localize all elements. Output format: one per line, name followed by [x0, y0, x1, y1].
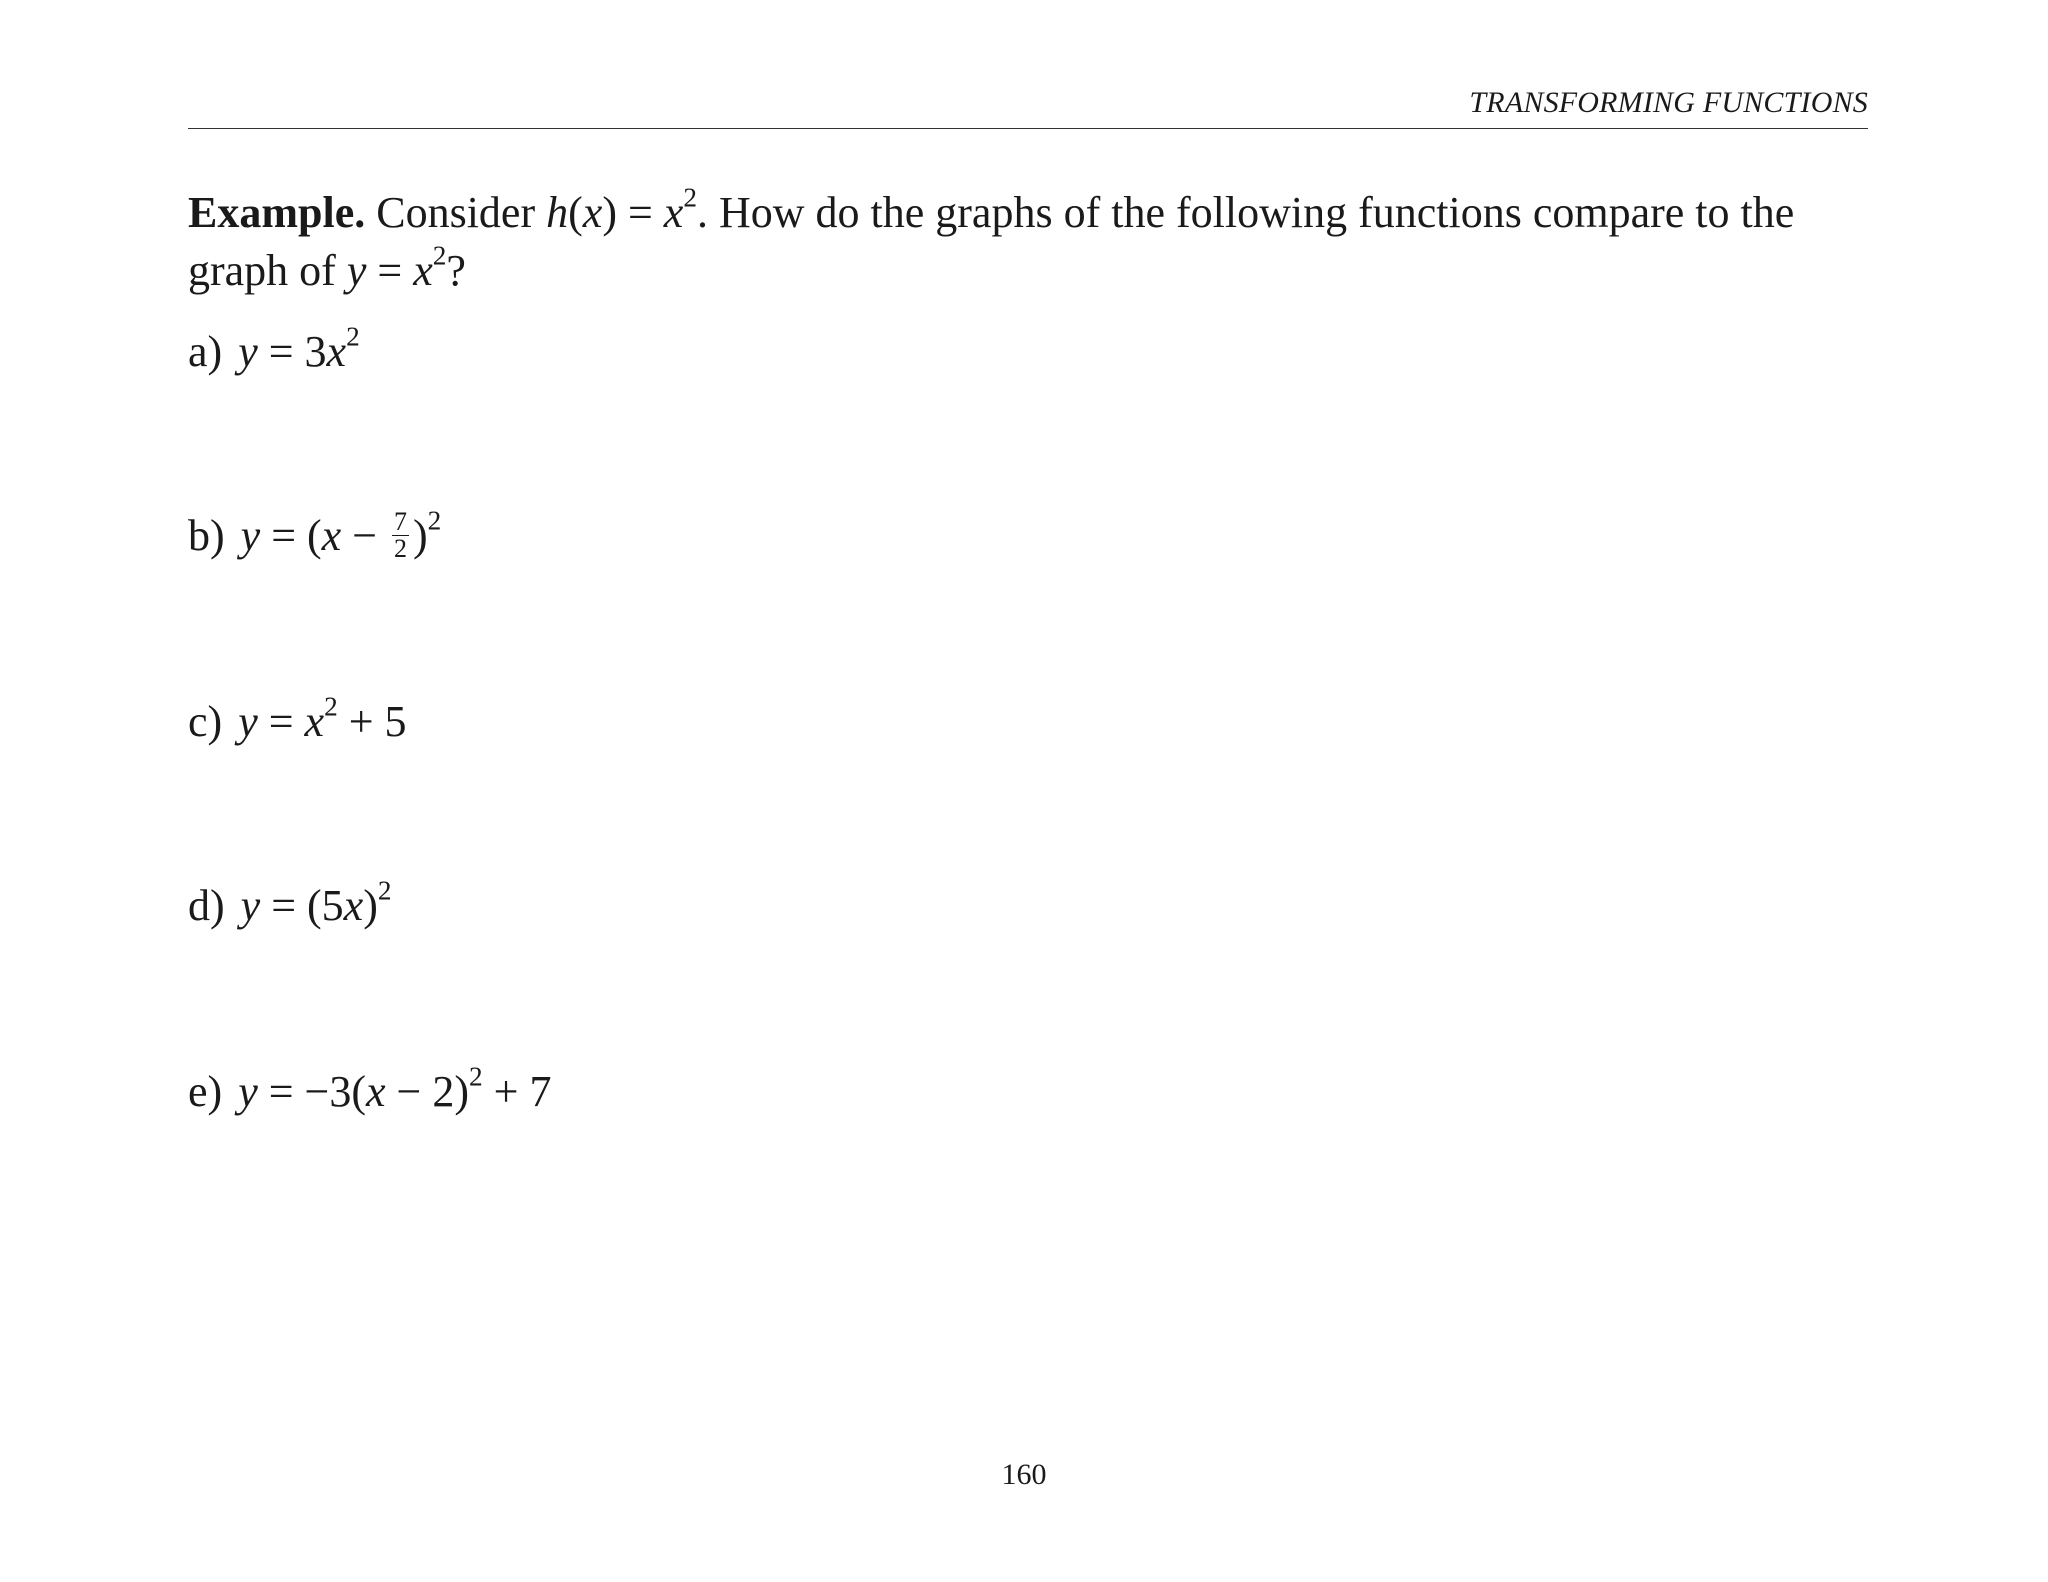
- math-paren: ): [413, 511, 428, 560]
- problem-label: d): [188, 881, 225, 930]
- problem-b: [188, 505, 442, 566]
- problem-e: [188, 1061, 552, 1117]
- math-expression: = (: [260, 511, 322, 560]
- math-exponent: 2: [324, 691, 338, 722]
- math-exponent: 2: [427, 505, 442, 536]
- math-equals: =: [366, 246, 414, 295]
- math-y: y: [238, 697, 258, 746]
- problem-c: [188, 691, 407, 747]
- math-h: h: [546, 188, 569, 237]
- problem-label: b): [188, 511, 225, 560]
- math-minus: −: [341, 511, 389, 560]
- math-y: y: [238, 1067, 258, 1116]
- math-x: x: [304, 697, 325, 746]
- math-y: y: [240, 881, 261, 930]
- math-expression: = −3(: [257, 1067, 366, 1116]
- problem-label: e): [188, 1067, 223, 1116]
- problem-d: [188, 875, 392, 931]
- fraction-numerator: 7: [394, 507, 408, 537]
- math-exponent: 2: [346, 321, 360, 352]
- page-number: 160: [1001, 1458, 1047, 1491]
- problem-label: a): [188, 327, 223, 376]
- math-x: x: [663, 188, 684, 237]
- math-x: x: [343, 881, 364, 930]
- prompt-text: . How do the graphs of the following functions compare to the graph of: [188, 188, 1795, 295]
- problem-a: [188, 321, 360, 377]
- math-exponent: 2: [432, 240, 447, 271]
- math-expression: = 3: [257, 327, 327, 376]
- math-y: y: [240, 511, 261, 560]
- prompt-text: ?: [446, 246, 466, 295]
- example-prompt: [188, 184, 1878, 300]
- fraction: [392, 509, 409, 562]
- example-label: Example.: [188, 188, 366, 237]
- math-exponent: 2: [683, 182, 697, 213]
- math-x: x: [321, 511, 342, 560]
- math-x: x: [366, 1067, 386, 1116]
- math-x: x: [582, 188, 603, 237]
- math-expression: =: [257, 697, 305, 746]
- math-expression: = (5: [260, 881, 344, 930]
- math-expression: − 2): [385, 1067, 469, 1116]
- math-paren: ): [363, 881, 378, 930]
- math-y: y: [346, 246, 367, 295]
- math-exponent: 2: [377, 875, 392, 906]
- prompt-text: Consider: [365, 188, 547, 237]
- math-y: y: [238, 327, 258, 376]
- math-paren: (: [568, 188, 583, 237]
- fraction-denominator: 2: [394, 534, 408, 564]
- math-paren: ) =: [602, 188, 664, 237]
- math-x: x: [413, 246, 433, 295]
- header-rule: [188, 128, 1868, 129]
- running-head: TRANSFORMING FUNCTIONS: [1469, 86, 1868, 119]
- problem-label: c): [188, 697, 223, 746]
- math-exponent: 2: [469, 1061, 483, 1092]
- math-x: x: [326, 327, 347, 376]
- math-expression: + 7: [482, 1067, 552, 1116]
- math-expression: + 5: [337, 697, 407, 746]
